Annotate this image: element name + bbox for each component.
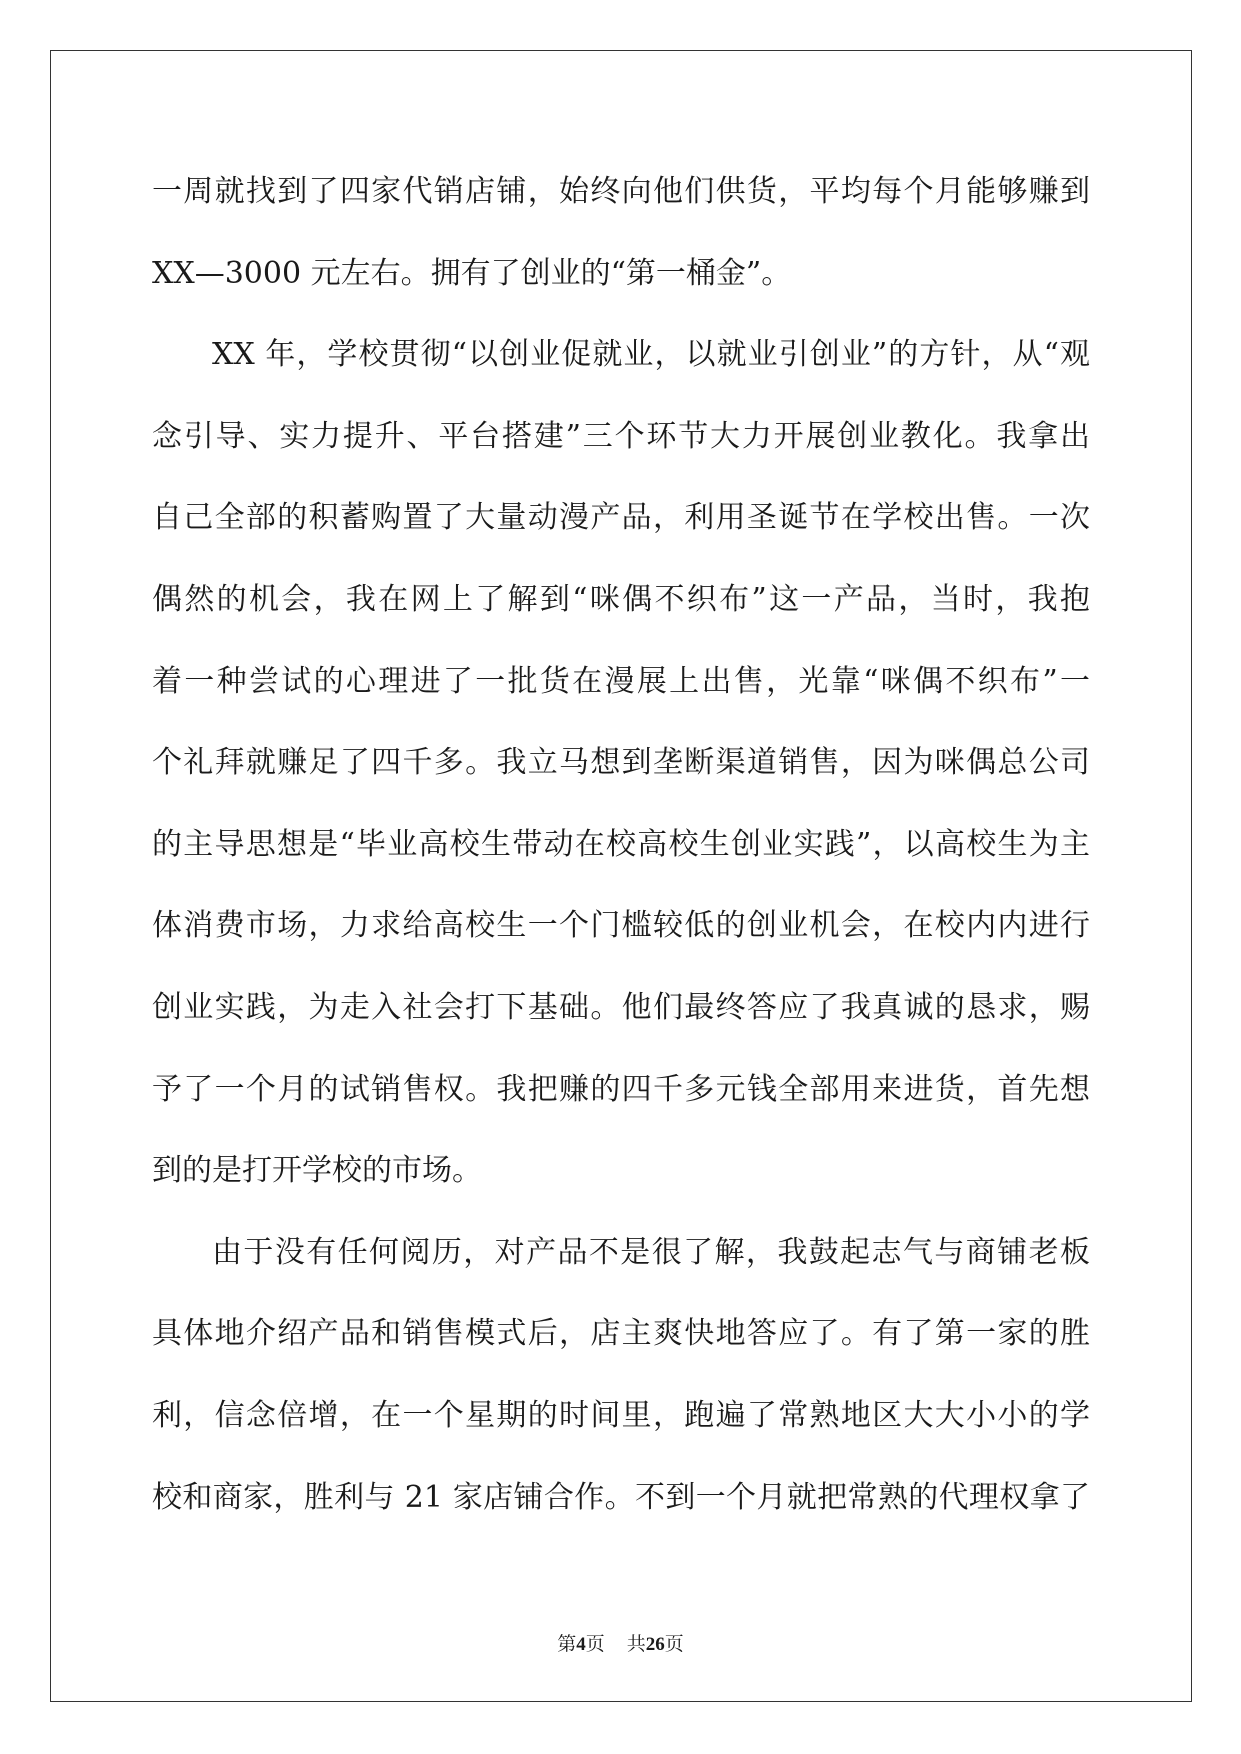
- text-line: 体消费市场，力求给高校生一个门槛较低的创业机会，在校内内进行: [152, 908, 1090, 944]
- document-body: [152, 166, 1090, 1553]
- text-line: 个礼拜就赚足了四千多。我立马想到垄断渠道销售，因为咪偶总公司: [152, 745, 1090, 781]
- text-line: 着一种尝试的心理进了一批货在漫展上出售，光靠“咪偶不织布”一: [152, 663, 1090, 699]
- text-line: XX—3000 元左右。拥有了创业的“第一桶金”。: [152, 255, 792, 291]
- text-line: 偶然的机会，我在网上了解到“咪偶不织布”这一产品，当时，我抱: [152, 581, 1090, 617]
- text-line: 由于没有任何阅历，对产品不是很了解，我鼓起志气与商铺老板: [212, 1234, 1090, 1270]
- text-line: 予了一个月的试销售权。我把赚的四千多元钱全部用来进货，首先想: [152, 1071, 1090, 1107]
- text-line: 念引导、实力提升、平台搭建”三个环节大力开展创业教化。我拿出: [152, 418, 1090, 454]
- total-page-count: 26: [645, 1634, 665, 1655]
- page-footer: [0, 1632, 1241, 1657]
- page-suffix: 页: [585, 1633, 605, 1655]
- text-line: XX 年，学校贯彻“以创业促就业，以就业引创业”的方针，从“观: [212, 337, 1090, 373]
- text-line: 的主导思想是“毕业高校生带动在校高校生创业实践”，以高校生为主: [152, 826, 1090, 862]
- text-line: 自己全部的积蓄购置了大量动漫产品，利用圣诞节在学校出售。一次: [152, 500, 1090, 536]
- text-line: 利，信念倍增，在一个星期的时间里，跑遍了常熟地区大大小小的学: [152, 1397, 1090, 1433]
- total-suffix: 页: [664, 1633, 684, 1655]
- text-line: 到的是打开学校的市场。: [152, 1153, 482, 1189]
- text-line: 创业实践，为走入社会打下基础。他们最终答应了我真诚的恳求，赐: [152, 989, 1090, 1025]
- total-prefix: 共: [626, 1633, 646, 1655]
- text-line: 具体地介绍产品和销售模式后，店主爽快地答应了。有了第一家的胜: [152, 1316, 1090, 1352]
- text-line: 校和商家，胜利与 21 家店铺合作。不到一个月就把常熟的代理权拿了: [152, 1479, 1090, 1515]
- page-prefix: 第: [557, 1633, 577, 1655]
- current-page-number: 4: [576, 1634, 586, 1655]
- text-line: 一周就找到了四家代销店铺，始终向他们供货，平均每个月能够赚到: [152, 174, 1090, 209]
